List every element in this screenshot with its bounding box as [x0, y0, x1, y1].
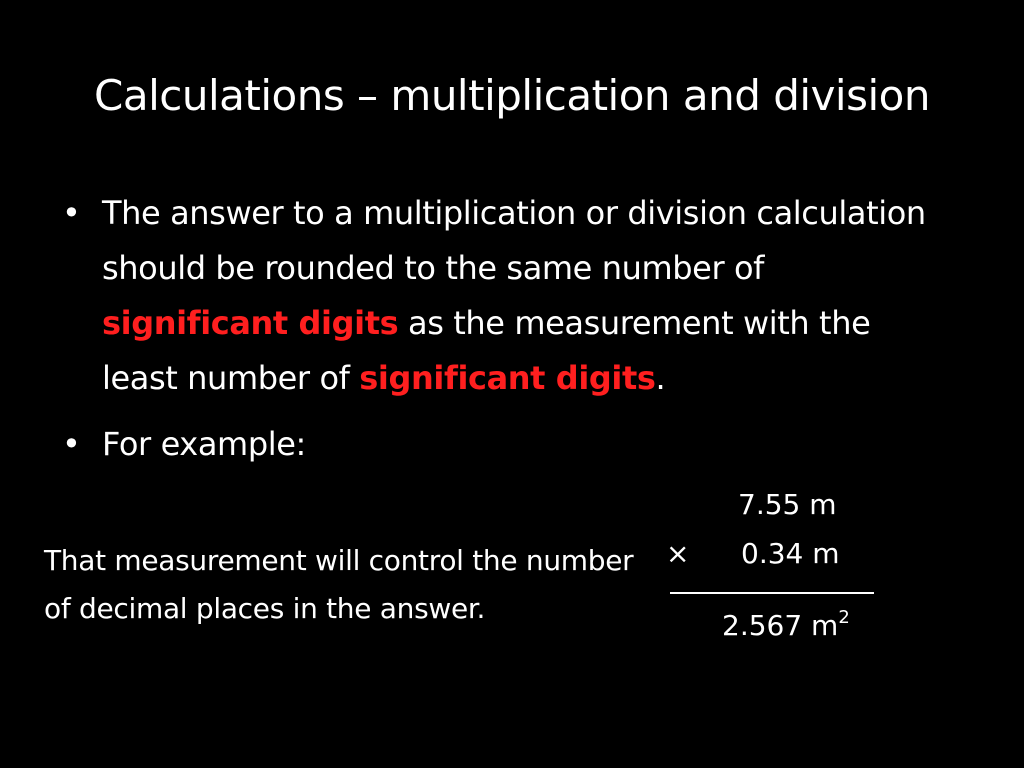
bullet-icon: •	[62, 194, 81, 232]
example-label: For example:	[102, 425, 306, 463]
sum-line	[670, 592, 874, 594]
slide-title: Calculations – multiplication and division	[94, 71, 930, 120]
bullet-item-rule	[62, 186, 942, 406]
bullet-icon: •	[62, 425, 81, 463]
bullet-item-example	[62, 417, 942, 472]
operand-2: 0.34 m	[741, 537, 840, 570]
result-value: 2.567 m	[722, 609, 839, 642]
operand-1: 7.55 m	[738, 488, 837, 521]
note-text: That measurement will control the number of decimal places in the answer.	[44, 544, 634, 625]
result	[722, 609, 850, 643]
highlight-significant-digits-2: significant digits	[359, 359, 656, 397]
rule-text-part-1: The answer to a multiplication or division calculation should be rounded to the same number of	[102, 194, 926, 287]
rule-text-part-2: as the measurement with the least number of	[102, 304, 871, 397]
result-exponent: 2	[838, 607, 850, 628]
highlight-significant-digits: significant digits	[102, 304, 399, 342]
rule-text-period: .	[655, 359, 666, 397]
multiply-operator: ×	[666, 537, 690, 570]
bullet-list	[62, 186, 942, 472]
